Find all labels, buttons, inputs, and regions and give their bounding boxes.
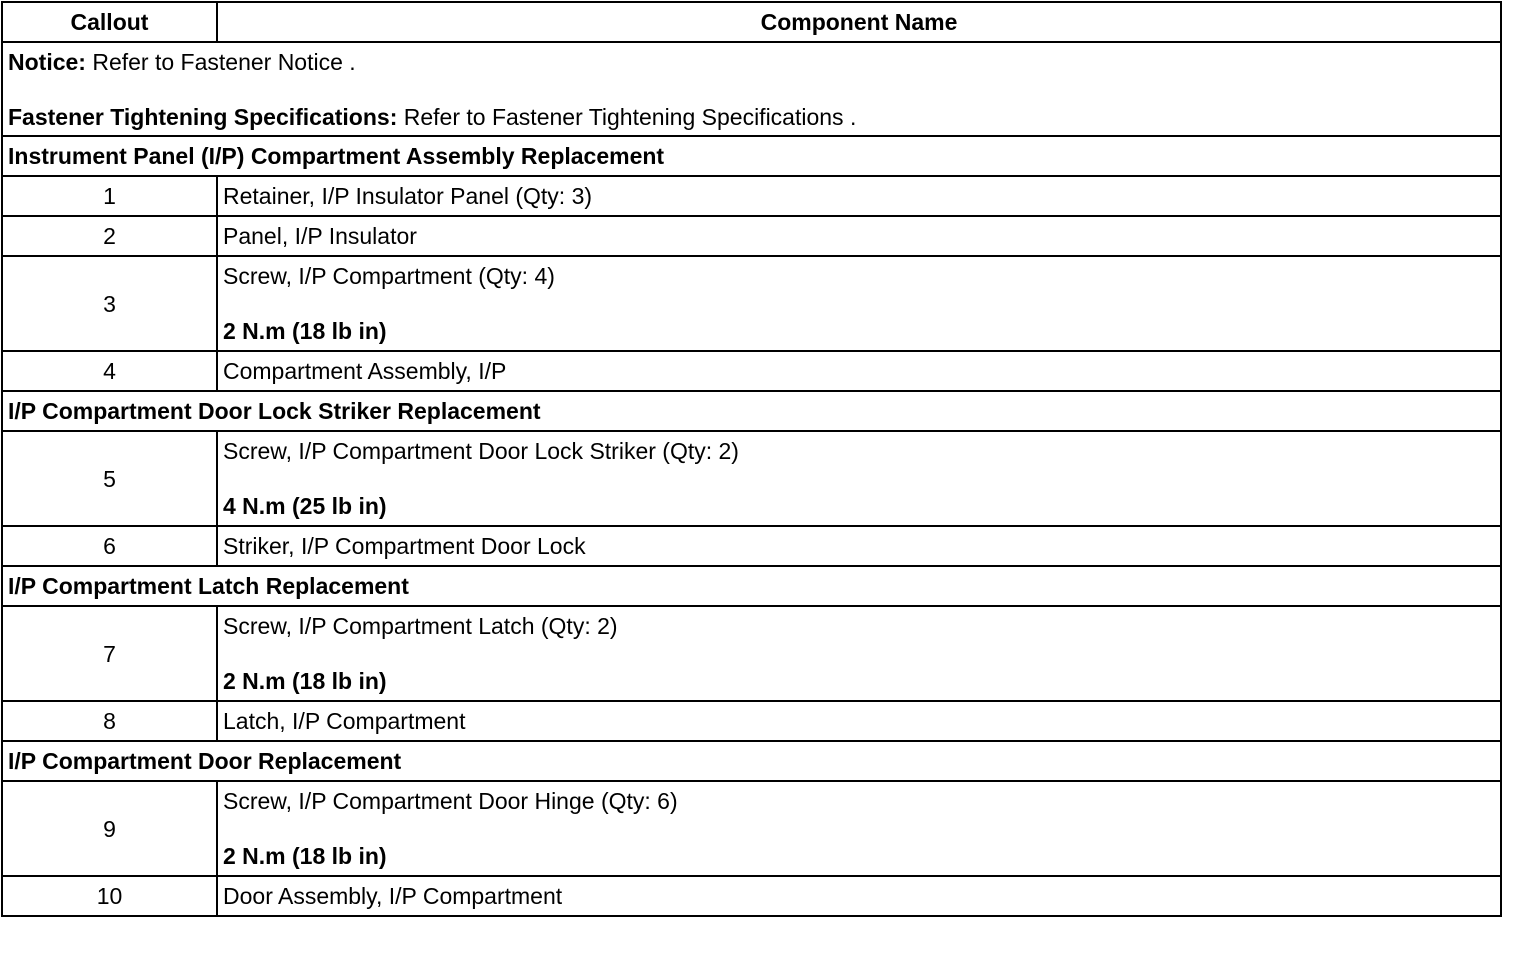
component-name: Screw, I/P Compartment Door Lock Striker (Qty: 2) (223, 438, 739, 464)
callout-column-header: Callout (2, 2, 217, 42)
section-row (2, 391, 1501, 431)
callout-number: 9 (2, 781, 217, 876)
component-name: Striker, I/P Compartment Door Lock (217, 526, 1501, 566)
table-row (2, 701, 1501, 741)
torque-spec: 2 N.m (18 lb in) (223, 843, 387, 869)
component-cell (217, 431, 1501, 526)
component-name: Latch, I/P Compartment (217, 701, 1501, 741)
torque-spec: 2 N.m (18 lb in) (223, 318, 387, 344)
table-row (2, 606, 1501, 701)
callout-number: 5 (2, 431, 217, 526)
component-cell (217, 256, 1501, 351)
torque-spec: 2 N.m (18 lb in) (223, 668, 387, 694)
notice-cell (2, 42, 1501, 136)
component-cell (217, 606, 1501, 701)
component-name: Retainer, I/P Insulator Panel (Qty: 3) (217, 176, 1501, 216)
table-row (2, 351, 1501, 391)
notice-text: Refer to Fastener Notice . (85, 48, 356, 75)
callout-number: 6 (2, 526, 217, 566)
torque-spec: 4 N.m (25 lb in) (223, 493, 387, 519)
callout-number: 10 (2, 876, 217, 916)
section-title: I/P Compartment Door Lock Striker Replacement (2, 391, 1501, 431)
table-row (2, 216, 1501, 256)
table-body (2, 42, 1501, 916)
spec-text: Refer to Fastener Tightening Specifications . (397, 103, 857, 130)
section-row (2, 741, 1501, 781)
spec-line (8, 104, 1495, 130)
section-title: Instrument Panel (I/P) Compartment Assembly Replacement (2, 136, 1501, 176)
component-name-column-header: Component Name (217, 2, 1501, 42)
table-row (2, 256, 1501, 351)
table-row (2, 526, 1501, 566)
component-name: Screw, I/P Compartment Door Hinge (Qty: 6) (223, 788, 678, 814)
component-name: Screw, I/P Compartment (Qty: 4) (223, 263, 555, 289)
callout-number: 1 (2, 176, 217, 216)
table-row (2, 176, 1501, 216)
table-row (2, 876, 1501, 916)
component-cell (217, 781, 1501, 876)
component-name: Compartment Assembly, I/P (217, 351, 1501, 391)
component-table (1, 1, 1502, 917)
section-row (2, 136, 1501, 176)
table-row (2, 431, 1501, 526)
table-row (2, 781, 1501, 876)
section-row (2, 566, 1501, 606)
header-row (2, 2, 1501, 42)
component-name: Screw, I/P Compartment Latch (Qty: 2) (223, 613, 618, 639)
callout-number: 2 (2, 216, 217, 256)
section-title: I/P Compartment Latch Replacement (2, 566, 1501, 606)
callout-number: 3 (2, 256, 217, 351)
callout-number: 8 (2, 701, 217, 741)
notice-row (2, 42, 1501, 136)
section-title: I/P Compartment Door Replacement (2, 741, 1501, 781)
callout-number: 7 (2, 606, 217, 701)
spec-label: Fastener Tightening Specifications: (8, 103, 398, 130)
callout-number: 4 (2, 351, 217, 391)
notice-line (8, 49, 1495, 75)
component-name: Panel, I/P Insulator (217, 216, 1501, 256)
notice-label: Notice: (8, 48, 86, 75)
component-name: Door Assembly, I/P Compartment (217, 876, 1501, 916)
